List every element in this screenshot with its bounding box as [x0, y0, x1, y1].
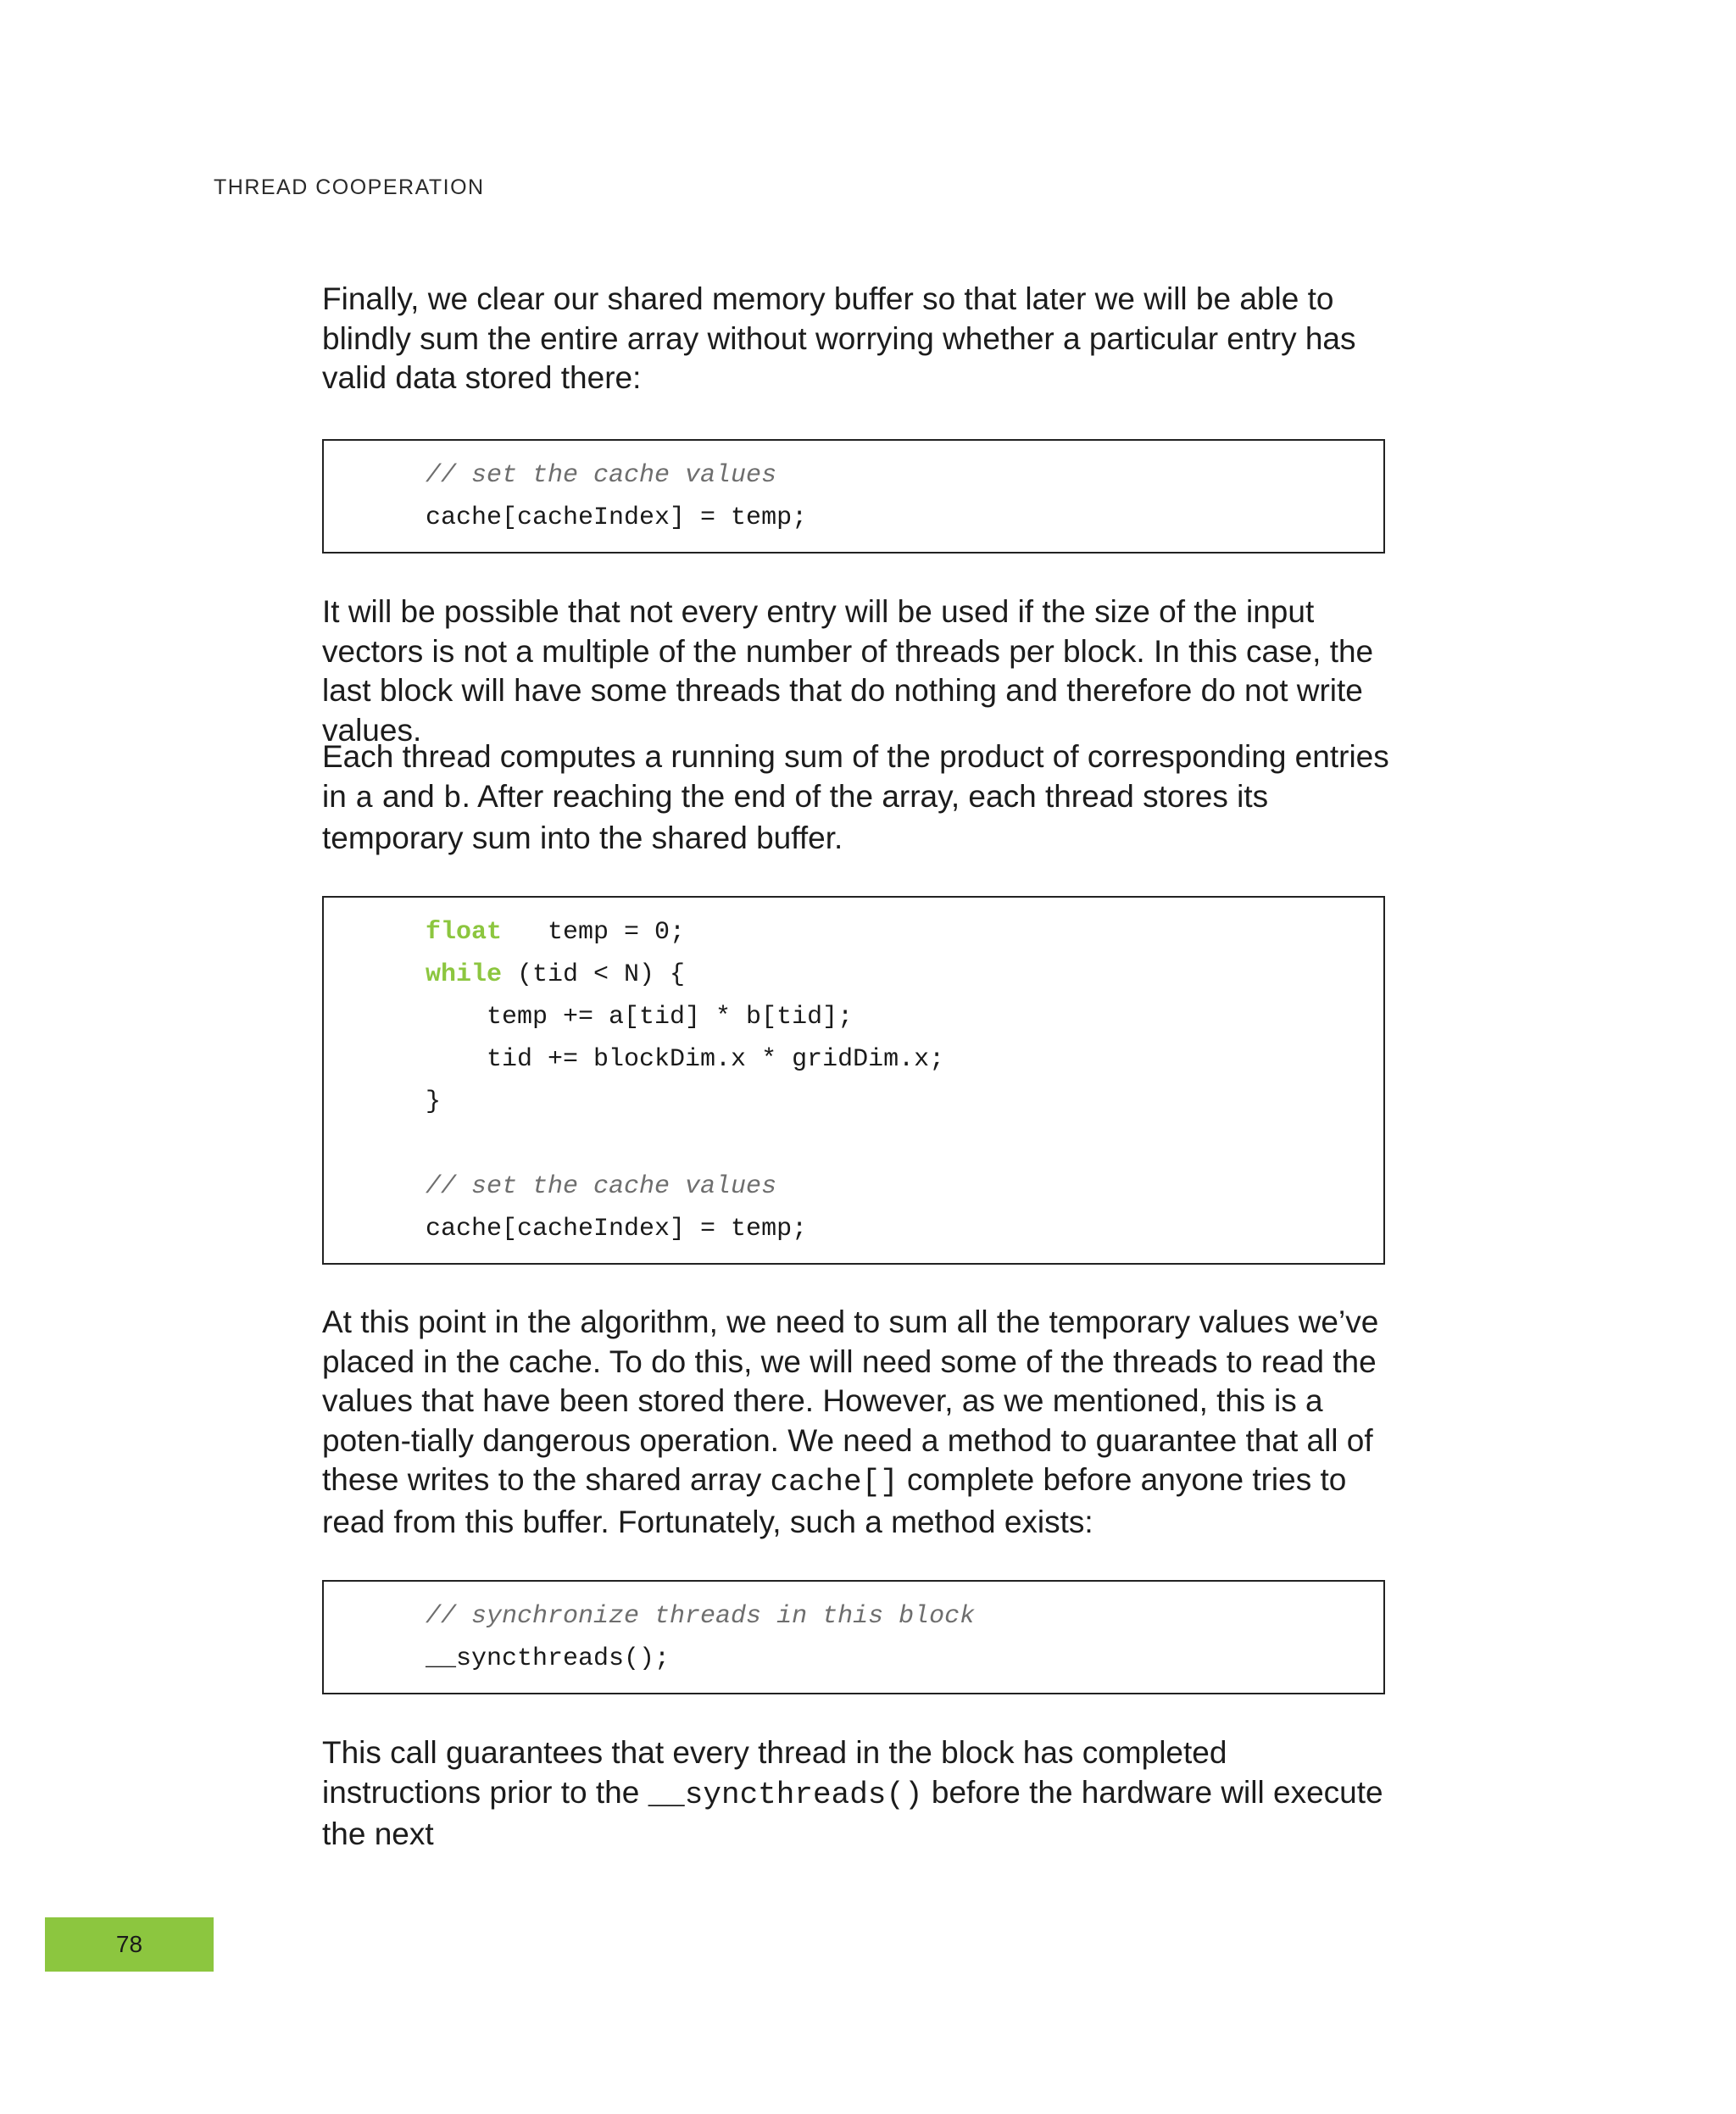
- code-line: tid += blockDim.x * gridDim.x;: [426, 1045, 945, 1074]
- inline-code-a: a: [355, 781, 374, 816]
- code-block-cache-set: [322, 439, 1385, 554]
- code-line: temp += a[tid] * b[tid];: [426, 1003, 854, 1032]
- code-line: cache[cacheIndex] = temp;: [426, 1215, 808, 1243]
- code-block-running-sum: [322, 896, 1385, 1265]
- code-keyword: float: [426, 918, 503, 947]
- code-line: cache[cacheIndex] = temp;: [426, 503, 808, 532]
- code-text: temp = 0;: [502, 918, 686, 947]
- inline-code-b: b: [442, 781, 462, 816]
- paragraph-4: [322, 1303, 1390, 1542]
- paragraph-2: It will be possible that not every entry will be used if the size of the input vectors is not a multiple of the number of threads per block. In this case, the last block will have some threads that do nothing and therefore do not write values.: [322, 594, 1374, 748]
- text-run: and: [373, 778, 443, 814]
- page-number: 78: [45, 1917, 214, 1972]
- code-block-syncthreads: [322, 1580, 1385, 1694]
- code-line: [426, 918, 685, 947]
- paragraph-3: [322, 737, 1390, 859]
- text-run: This call guarantees that every thread in the block has completed instructions prior to the: [322, 1735, 1227, 1810]
- paragraph-1: Finally, we clear our shared memory buffer so that later we will be able to blindly sum the entire array without worrying whether a particular entry has valid data stored there:: [322, 281, 1356, 395]
- code-comment: // synchronize threads in this block: [426, 1602, 976, 1631]
- code-line: }: [426, 1088, 442, 1116]
- text-run: Each thread computes a running sum of the product of corresponding entries in: [322, 739, 1389, 814]
- code-keyword: while: [426, 960, 503, 989]
- inline-code-syncthreads: __syncthreads(): [648, 1777, 923, 1812]
- paragraph-5: [322, 1733, 1390, 1855]
- text-run: before the hardware will execute the next: [322, 1774, 1383, 1851]
- text-run: complete before anyone tries to read from this buffer. Fortunately, such a method exists:: [322, 1462, 1347, 1539]
- code-comment: // set the cache values: [426, 1172, 777, 1201]
- code-comment: // set the cache values: [426, 461, 777, 490]
- code-line: [426, 960, 685, 989]
- code-text: (tid < N) {: [502, 960, 686, 989]
- running-header: THREAD COOPERATION: [214, 175, 485, 199]
- text-run: . After reaching the end of the array, each thread stores its temporary sum into the shared buffer.: [322, 778, 1269, 855]
- inline-code-cache: cache[]: [770, 1465, 899, 1499]
- code-line: __syncthreads();: [426, 1644, 670, 1673]
- text-run: At this point in the algorithm, we need to sum all the temporary values we’ve placed in the cache. To do this, we will need some of the threads to read the values that have been stored there. However, as we mentioned, this is a poten-tially dangerous operation. We need a method to guarantee that all of these writes to the shared array: [322, 1305, 1379, 1497]
